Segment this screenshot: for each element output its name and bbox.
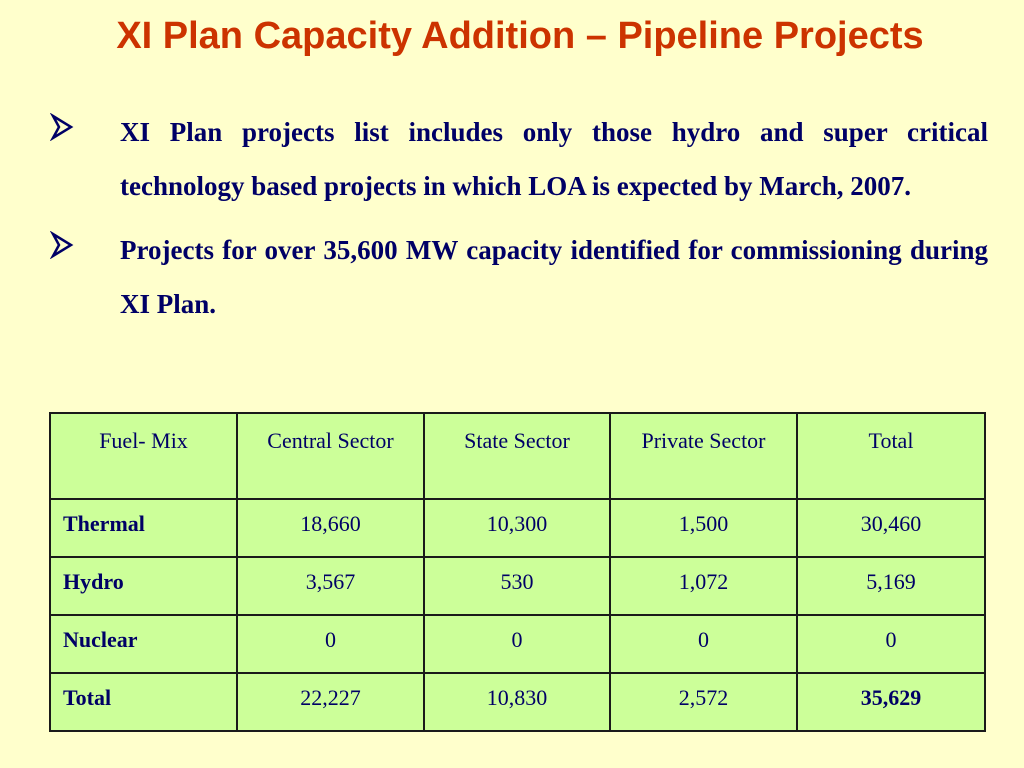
capacity-table xyxy=(49,412,986,732)
header-state-sector: State Sector xyxy=(424,413,610,499)
table-cell: 18,660 xyxy=(237,499,424,557)
table-cell: 0 xyxy=(610,615,797,673)
table-cell: 1,500 xyxy=(610,499,797,557)
table-cell: 10,300 xyxy=(424,499,610,557)
bullet-item xyxy=(0,105,1024,213)
table-row xyxy=(50,499,985,557)
row-label-total: Total xyxy=(50,673,237,731)
table-row xyxy=(50,615,985,673)
arrow-bullet-icon xyxy=(50,231,74,259)
table-cell: 0 xyxy=(424,615,610,673)
bullet-text: XI Plan projects list includes only those hydro and super critical technology based projects in which LOA is expected by March, 2007. xyxy=(120,117,988,201)
table-cell: 10,830 xyxy=(424,673,610,731)
row-label-nuclear: Nuclear xyxy=(50,615,237,673)
table-cell: 1,072 xyxy=(610,557,797,615)
table-cell: 30,460 xyxy=(797,499,985,557)
row-label-thermal: Thermal xyxy=(50,499,237,557)
slide-title: XI Plan Capacity Addition – Pipeline Projects xyxy=(116,15,924,57)
header-total: Total xyxy=(797,413,985,499)
table-row xyxy=(50,673,985,731)
table-row xyxy=(50,557,985,615)
table-cell: 3,567 xyxy=(237,557,424,615)
table-cell: 0 xyxy=(797,615,985,673)
bullet-list xyxy=(0,105,1024,341)
bullet-text: Projects for over 35,600 MW capacity identified for commissioning during XI Plan. xyxy=(120,235,988,319)
table-cell: 5,169 xyxy=(797,557,985,615)
table-cell: 2,572 xyxy=(610,673,797,731)
header-private-sector: Private Sector xyxy=(610,413,797,499)
table-cell: 0 xyxy=(237,615,424,673)
capacity-table-container xyxy=(49,412,984,732)
arrow-bullet-icon xyxy=(50,113,74,141)
header-fuel-mix: Fuel- Mix xyxy=(50,413,237,499)
grand-total-cell: 35,629 xyxy=(797,673,985,731)
header-central-sector: Central Sector xyxy=(237,413,424,499)
row-label-hydro: Hydro xyxy=(50,557,237,615)
table-cell: 22,227 xyxy=(237,673,424,731)
table-cell: 530 xyxy=(424,557,610,615)
bullet-item xyxy=(0,223,1024,331)
table-header-row xyxy=(50,413,985,499)
